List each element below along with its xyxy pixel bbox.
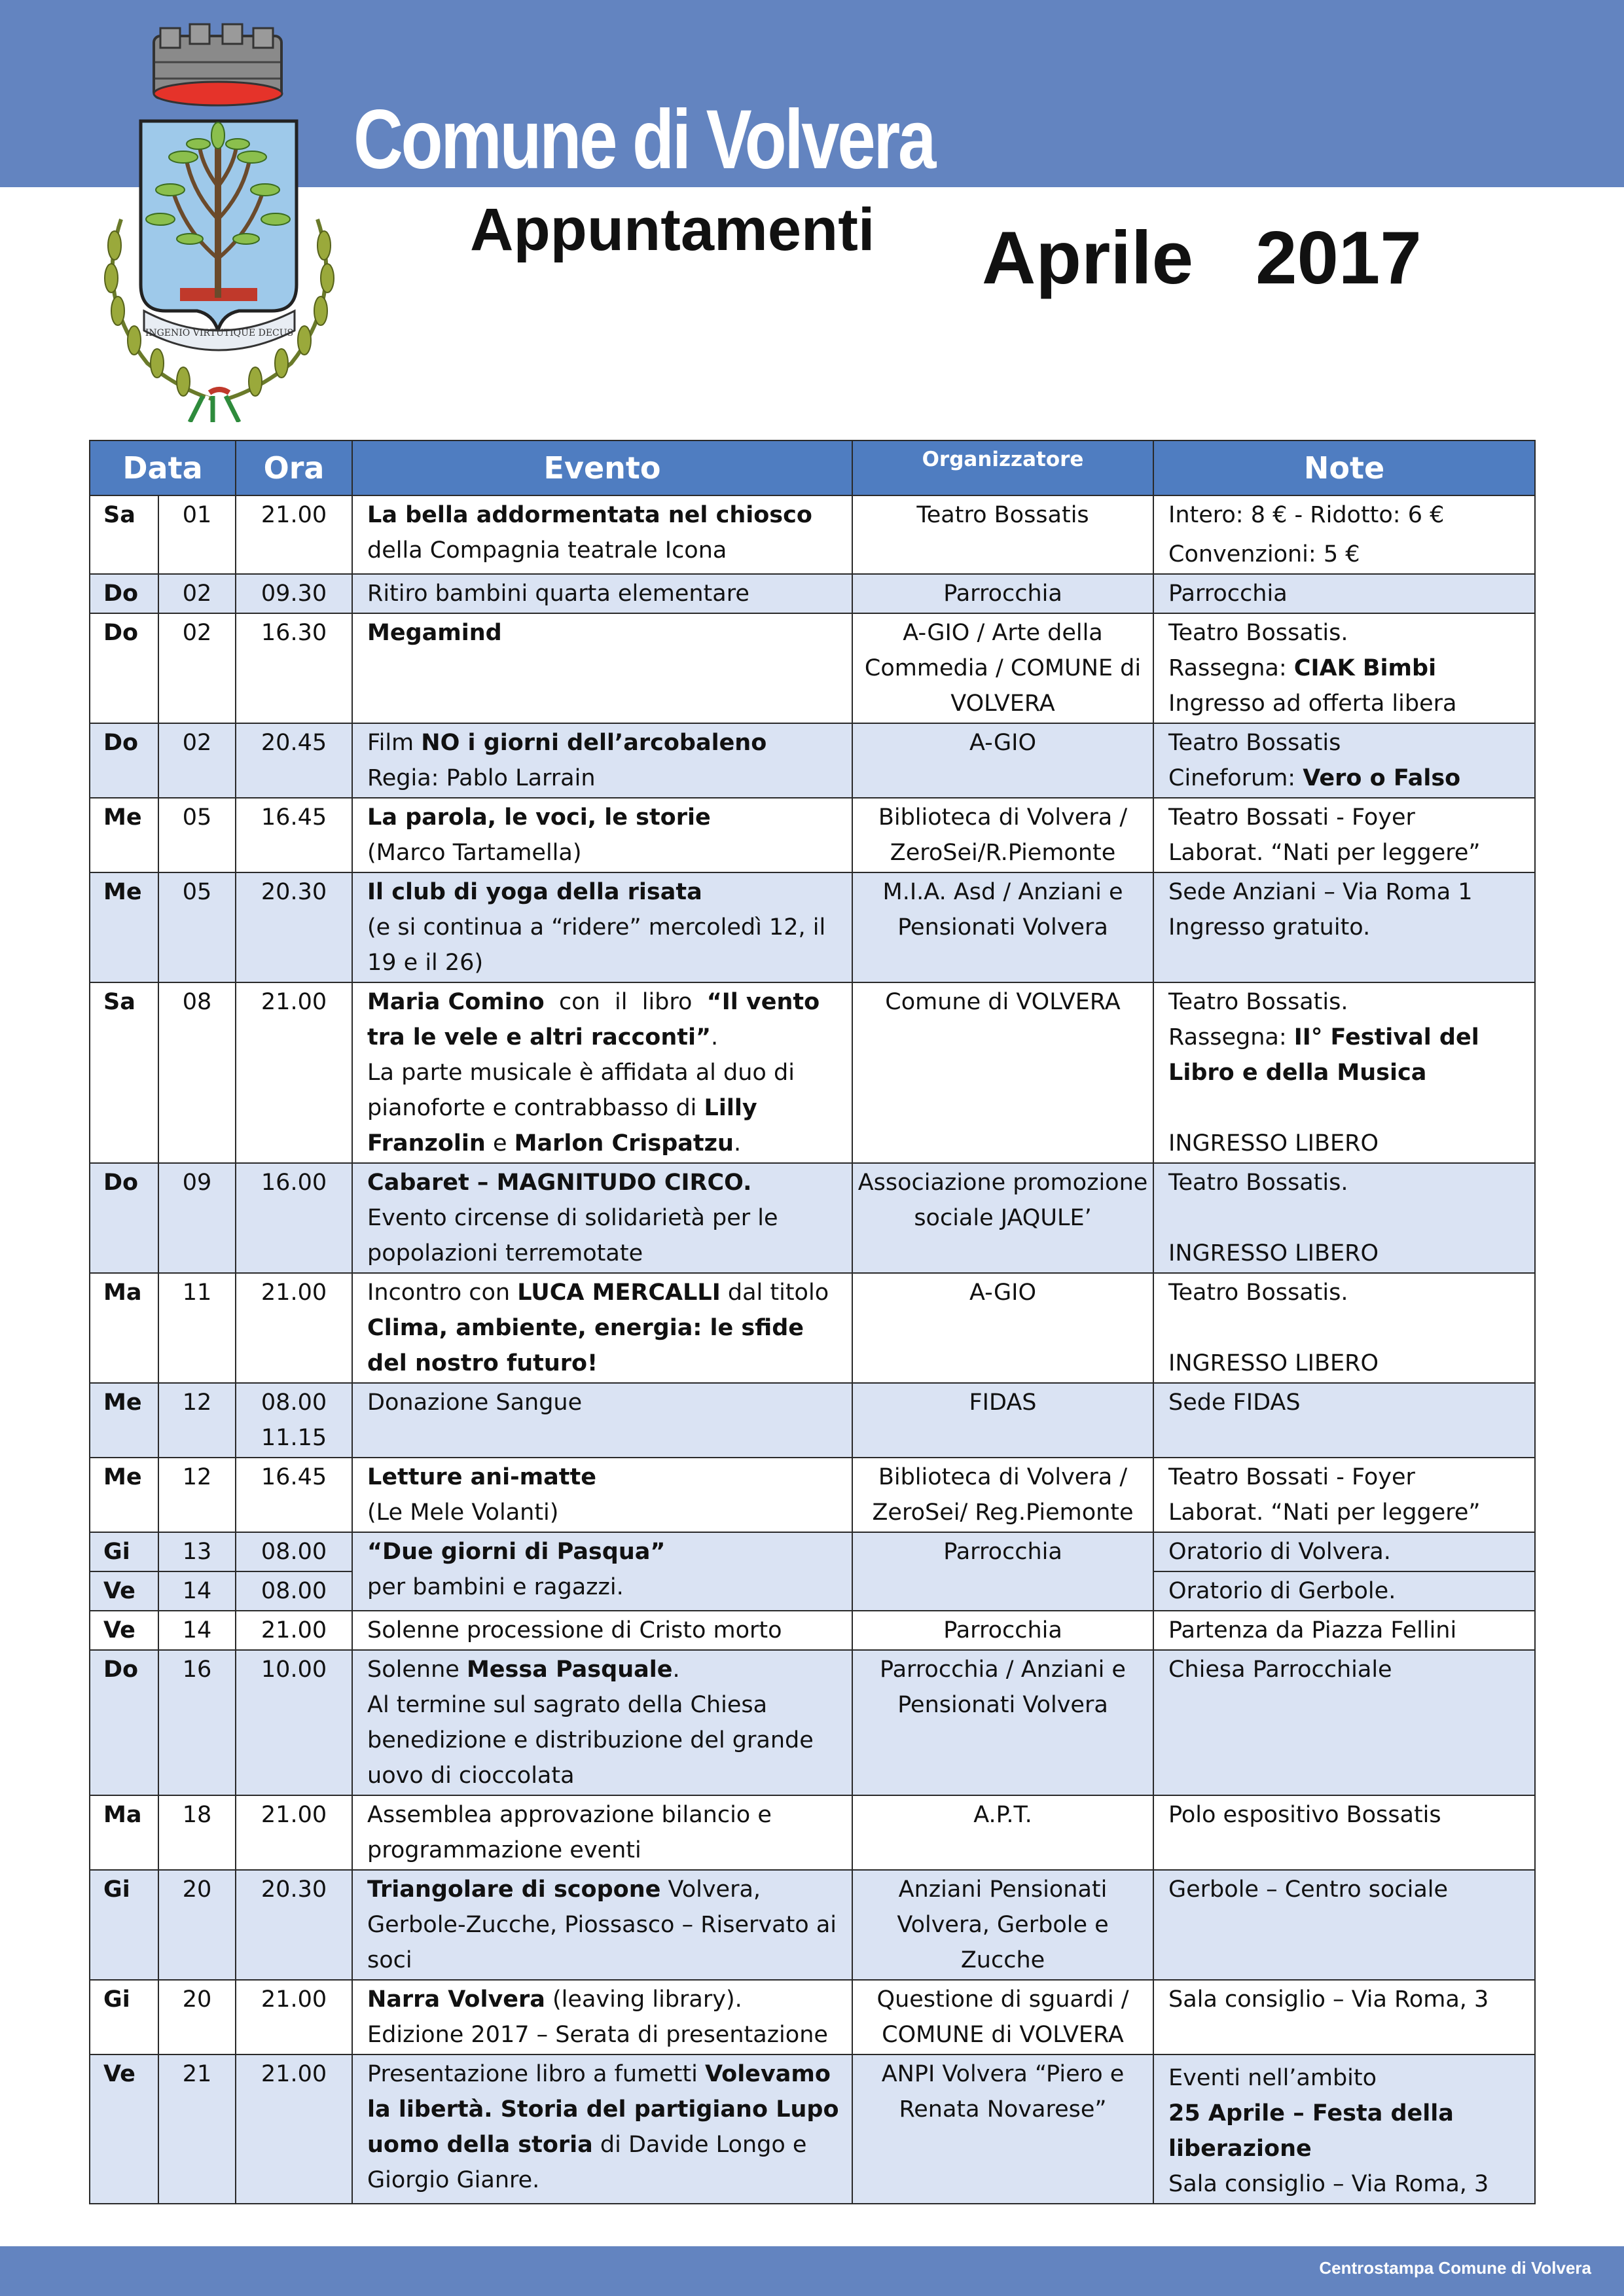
town-title: Comune di Volvera <box>353 93 935 187</box>
note-cell: Partenza da Piazza Fellini <box>1153 1611 1535 1650</box>
event-cell: La parola, le voci, le storie (Marco Tartamella) <box>352 798 852 872</box>
event-cell: Il club di yoga della risata (e si continua a “ridere” mercoledì 12, il 19 e il 26) <box>352 872 852 982</box>
organizer-cell: Biblioteca di Volvera / ZeroSei/R.Piemonte <box>852 798 1153 872</box>
organizer-cell: A.P.T. <box>852 1795 1153 1870</box>
date-cell: 08 <box>158 982 236 1163</box>
event-cell: Megamind <box>352 613 852 723</box>
day-cell: Gi <box>90 1870 158 1980</box>
event-cell: Film NO i giorni dell’arcobaleno Regia: Pablo Larrain <box>352 723 852 798</box>
organizer-cell: Parrocchia / Anziani e Pensionati Volvera <box>852 1650 1153 1795</box>
organizer-cell: M.I.A. Asd / Anziani e Pensionati Volvera <box>852 872 1153 982</box>
table-row <box>90 1795 1535 1870</box>
header-note: Note <box>1153 440 1535 495</box>
table-row <box>90 1532 1535 1571</box>
day-cell: Do <box>90 723 158 798</box>
event-cell: Cabaret – MAGNITUDO CIRCO. Evento circense di solidarietà per le popolazioni terremotate <box>352 1163 852 1273</box>
table-row <box>90 982 1535 1163</box>
table-row <box>90 1383 1535 1458</box>
table-row <box>90 1611 1535 1650</box>
day-cell: Do <box>90 1650 158 1795</box>
note-cell: Intero: 8 € - Ridotto: 6 € Convenzioni: 5 € <box>1153 495 1535 574</box>
organizer-cell: Comune di VOLVERA <box>852 982 1153 1163</box>
page-subtitle: Appuntamenti <box>470 196 875 263</box>
organizer-cell: Parrocchia <box>852 1611 1153 1650</box>
time-cell: 16.00 <box>236 1163 352 1273</box>
date-cell: 02 <box>158 613 236 723</box>
time-cell: 21.00 <box>236 1611 352 1650</box>
note-cell: Teatro Bossati - Foyer Laborat. “Nati per leggere” <box>1153 1458 1535 1532</box>
date-cell: 02 <box>158 574 236 613</box>
header-data: Data <box>90 440 236 495</box>
date-cell: 20 <box>158 1870 236 1980</box>
day-cell: Do <box>90 574 158 613</box>
date-cell: 09 <box>158 1163 236 1273</box>
table-row <box>90 798 1535 872</box>
date-cell: 11 <box>158 1273 236 1383</box>
events-table <box>89 440 1536 2204</box>
table-row <box>90 1870 1535 1980</box>
date-cell: 14 <box>158 1611 236 1650</box>
table-row <box>90 872 1535 982</box>
table-row <box>90 574 1535 613</box>
note-cell: Oratorio di Volvera. <box>1153 1532 1535 1571</box>
day-cell: Me <box>90 1383 158 1458</box>
time-cell: 21.00 <box>236 1795 352 1870</box>
organizer-cell: Teatro Bossatis <box>852 495 1153 574</box>
month-year <box>982 217 1422 300</box>
day-cell: Ma <box>90 1795 158 1870</box>
note-cell: Teatro Bossati - Foyer Laborat. “Nati per leggere” <box>1153 798 1535 872</box>
note-cell: Parrocchia <box>1153 574 1535 613</box>
day-cell: Sa <box>90 982 158 1163</box>
date-cell: 05 <box>158 872 236 982</box>
time-cell: 21.00 <box>236 1273 352 1383</box>
month-label: Aprile <box>982 217 1194 300</box>
event-cell: Donazione Sangue <box>352 1383 852 1458</box>
time-cell: 08.00 11.15 <box>236 1383 352 1458</box>
time-cell: 20.30 <box>236 1870 352 1980</box>
time-cell: 21.00 <box>236 982 352 1163</box>
date-cell: 01 <box>158 495 236 574</box>
event-cell: Solenne processione di Cristo morto <box>352 1611 852 1650</box>
header-evento: Evento <box>352 440 852 495</box>
day-cell: Ve <box>90 1571 158 1611</box>
coat-of-arms-icon <box>82 23 357 422</box>
footer-credit: Centrostampa Comune di Volvera <box>1319 2258 1591 2278</box>
time-cell: 21.00 <box>236 2054 352 2204</box>
day-cell: Me <box>90 798 158 872</box>
note-cell: Sede FIDAS <box>1153 1383 1535 1458</box>
event-cell: La bella addormentata nel chiosco della Compagnia teatrale Icona <box>352 495 852 574</box>
table-row <box>90 1458 1535 1532</box>
organizer-cell: Biblioteca di Volvera / ZeroSei/ Reg.Piemonte <box>852 1458 1153 1532</box>
header-organizzatore: Organizzatore <box>852 440 1153 495</box>
date-cell: 12 <box>158 1383 236 1458</box>
organizer-cell: ANPI Volvera “Piero e Renata Novarese” <box>852 2054 1153 2204</box>
table-row <box>90 2054 1535 2204</box>
day-cell: Gi <box>90 1532 158 1571</box>
table-row <box>90 1980 1535 2054</box>
time-cell: 08.00 <box>236 1571 352 1611</box>
event-cell: Narra Volvera (leaving library). Edizione 2017 – Serata di presentazione <box>352 1980 852 2054</box>
note-cell: Oratorio di Gerbole. <box>1153 1571 1535 1611</box>
note-cell: Teatro Bossatis Cineforum: Vero o Falso <box>1153 723 1535 798</box>
time-cell: 16.30 <box>236 613 352 723</box>
note-cell: Sala consiglio – Via Roma, 3 <box>1153 1980 1535 2054</box>
note-cell: Teatro Bossatis. Rassegna: II° Festival del Libro e della Musica INGRESSO LIBERO <box>1153 982 1535 1163</box>
organizer-cell: A-GIO <box>852 723 1153 798</box>
crest-motto: INGENIO VIRTUTIQUE DECUS <box>145 328 294 338</box>
event-cell: “Due giorni di Pasqua” per bambini e ragazzi. <box>352 1532 852 1611</box>
table-row <box>90 613 1535 723</box>
time-cell: 16.45 <box>236 798 352 872</box>
date-cell: 14 <box>158 1571 236 1611</box>
date-cell: 20 <box>158 1980 236 2054</box>
time-cell: 20.45 <box>236 723 352 798</box>
table-header-row <box>90 440 1535 495</box>
event-cell: Incontro con LUCA MERCALLI dal titolo Clima, ambiente, energia: le sfide del nostro futuro! <box>352 1273 852 1383</box>
header-ora: Ora <box>236 440 352 495</box>
time-cell: 21.00 <box>236 1980 352 2054</box>
time-cell: 21.00 <box>236 495 352 574</box>
time-cell: 10.00 <box>236 1650 352 1795</box>
organizer-cell: FIDAS <box>852 1383 1153 1458</box>
table-row <box>90 723 1535 798</box>
note-cell: Gerbole – Centro sociale <box>1153 1870 1535 1980</box>
time-cell: 20.30 <box>236 872 352 982</box>
table-row <box>90 1650 1535 1795</box>
date-cell: 21 <box>158 2054 236 2204</box>
note-cell: Teatro Bossatis. INGRESSO LIBERO <box>1153 1273 1535 1383</box>
day-cell: Gi <box>90 1980 158 2054</box>
day-cell: Do <box>90 1163 158 1273</box>
time-cell: 09.30 <box>236 574 352 613</box>
day-cell: Ve <box>90 1611 158 1650</box>
day-cell: Sa <box>90 495 158 574</box>
date-cell: 05 <box>158 798 236 872</box>
date-cell: 13 <box>158 1532 236 1571</box>
day-cell: Me <box>90 1458 158 1532</box>
event-cell: Assemblea approvazione bilancio e programmazione eventi <box>352 1795 852 1870</box>
day-cell: Ma <box>90 1273 158 1383</box>
date-cell: 16 <box>158 1650 236 1795</box>
table-row <box>90 1163 1535 1273</box>
day-cell: Me <box>90 872 158 982</box>
time-cell: 08.00 <box>236 1532 352 1571</box>
note-cell: Eventi nell’ambito 25 Aprile – Festa della liberazione Sala consiglio – Via Roma, 3 <box>1153 2054 1535 2204</box>
organizer-cell: Parrocchia <box>852 574 1153 613</box>
time-cell: 16.45 <box>236 1458 352 1532</box>
organizer-cell: Questione di sguardi / COMUNE di VOLVERA <box>852 1980 1153 2054</box>
organizer-cell: Parrocchia <box>852 1532 1153 1611</box>
organizer-cell: Anziani Pensionati Volvera, Gerbole e Zucche <box>852 1870 1153 1980</box>
note-cell: Teatro Bossatis. INGRESSO LIBERO <box>1153 1163 1535 1273</box>
day-cell: Ve <box>90 2054 158 2204</box>
event-cell: Ritiro bambini quarta elementare <box>352 574 852 613</box>
note-cell: Teatro Bossatis. Rassegna: CIAK Bimbi Ingresso ad offerta libera <box>1153 613 1535 723</box>
date-cell: 02 <box>158 723 236 798</box>
year-label: 2017 <box>1255 217 1422 300</box>
organizer-cell: A-GIO <box>852 1273 1153 1383</box>
day-cell: Do <box>90 613 158 723</box>
date-cell: 18 <box>158 1795 236 1870</box>
event-cell: Maria Comino con il libro “Il vento tra le vele e altri racconti”. La parte musicale è affidata al duo di pianoforte e contrabbasso di Lilly Franzolin e Marlon Crispatzu. <box>352 982 852 1163</box>
event-cell: Triangolare di scopone Volvera, Gerbole-Zucche, Piossasco – Riservato ai soci <box>352 1870 852 1980</box>
event-cell: Letture ani-matte (Le Mele Volanti) <box>352 1458 852 1532</box>
organizer-cell: A-GIO / Arte della Commedia / COMUNE di VOLVERA <box>852 613 1153 723</box>
organizer-cell: Associazione promozione sociale JAQULE’ <box>852 1163 1153 1273</box>
note-cell: Polo espositivo Bossatis <box>1153 1795 1535 1870</box>
event-cell: Solenne Messa Pasquale. Al termine sul sagrato della Chiesa benedizione e distribuzione del grande uovo di cioccolata <box>352 1650 852 1795</box>
note-cell: Chiesa Parrocchiale <box>1153 1650 1535 1795</box>
table-row <box>90 495 1535 574</box>
table-row <box>90 1273 1535 1383</box>
note-cell: Sede Anziani – Via Roma 1 Ingresso gratuito. <box>1153 872 1535 982</box>
event-cell: Presentazione libro a fumetti Volevamo la libertà. Storia del partigiano Lupo uomo della storia di Davide Longo e Giorgio Gianre. <box>352 2054 852 2204</box>
date-cell: 12 <box>158 1458 236 1532</box>
